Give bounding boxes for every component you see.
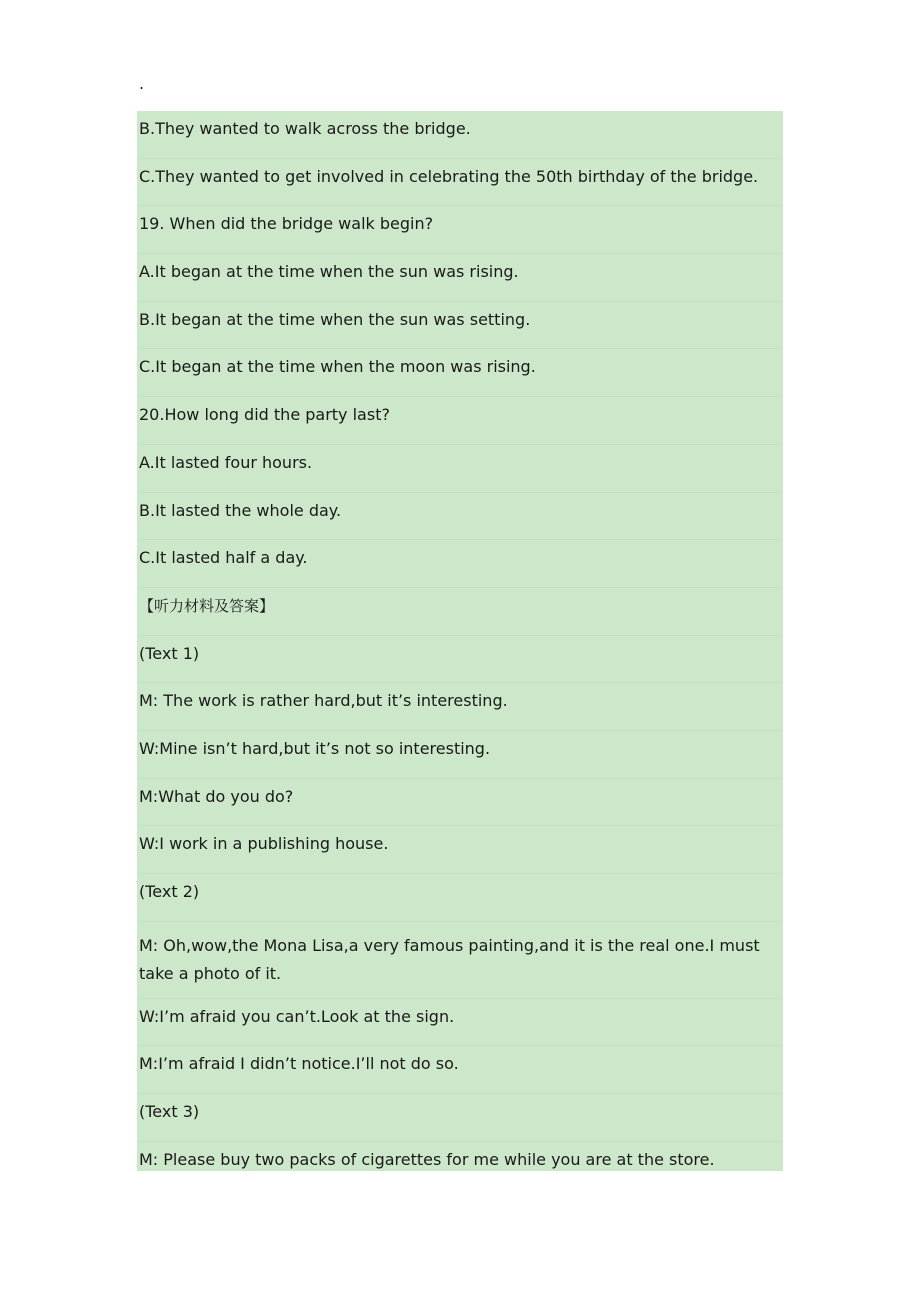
text-1-label: (Text 1) bbox=[137, 636, 783, 684]
dialogue-line: M:What do you do? bbox=[137, 779, 783, 827]
answer-option-c-q18: C.They wanted to get involved in celebrating the 50th birthday of the bridge. bbox=[137, 159, 783, 207]
answer-option-a-q20: A.It lasted four hours. bbox=[137, 445, 783, 493]
highlighted-text-block bbox=[137, 111, 783, 1171]
answer-option-b-q20: B.It lasted the whole day. bbox=[137, 493, 783, 541]
answer-option-a-q19: A.It began at the time when the sun was rising. bbox=[137, 254, 783, 302]
answer-option-b-q18: B.They wanted to walk across the bridge. bbox=[137, 111, 783, 159]
dialogue-line: W:I’m afraid you can’t.Look at the sign. bbox=[137, 999, 783, 1047]
answer-option-b-q19: B.It began at the time when the sun was setting. bbox=[137, 302, 783, 350]
leading-mark: . bbox=[139, 74, 145, 93]
answer-option-c-q19: C.It began at the time when the moon was rising. bbox=[137, 349, 783, 397]
dialogue-line: W:I work in a publishing house. bbox=[137, 826, 783, 874]
dialogue-line: M: Oh,wow,the Mona Lisa,a very famous painting,and it is the real one.I must take a photo of it. bbox=[137, 922, 783, 999]
text-2-label: (Text 2) bbox=[137, 874, 783, 922]
dialogue-line: W:Mine isn’t hard,but it’s not so interesting. bbox=[137, 731, 783, 779]
answer-option-c-q20: C.It lasted half a day. bbox=[137, 540, 783, 588]
dialogue-line: M: The work is rather hard,but it’s interesting. bbox=[137, 683, 783, 731]
question-19: 19. When did the bridge walk begin? bbox=[137, 206, 783, 254]
text-3-label: (Text 3) bbox=[137, 1094, 783, 1142]
dialogue-line: M:I’m afraid I didn’t notice.I’ll not do so. bbox=[137, 1046, 783, 1094]
question-20: 20.How long did the party last? bbox=[137, 397, 783, 445]
dialogue-line: M: Please buy two packs of cigarettes for me while you are at the store. bbox=[139, 1149, 715, 1169]
section-heading-listening-material: 【听力材料及答案】 bbox=[137, 588, 783, 636]
